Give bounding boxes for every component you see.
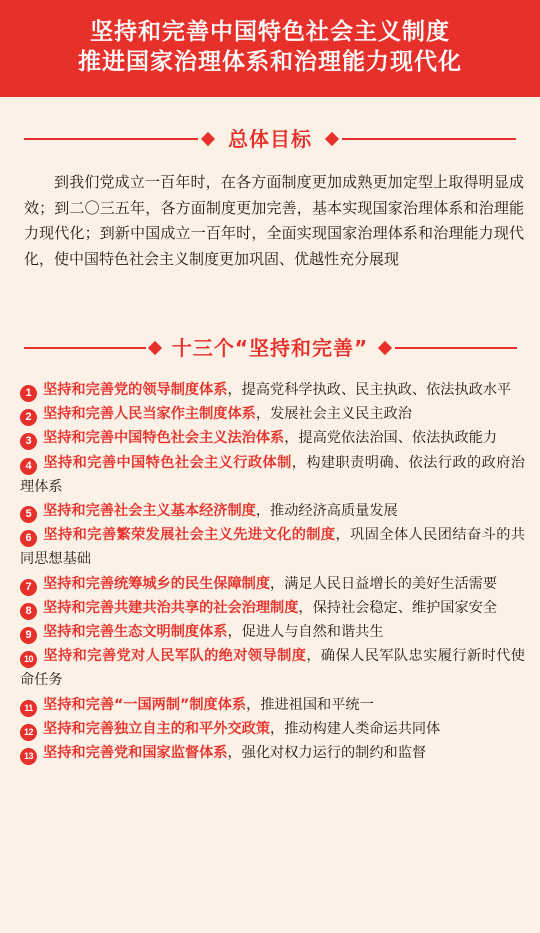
item-description: ，提高党依法治国、依法执政能力	[284, 430, 498, 447]
list-item	[20, 378, 525, 402]
list-item	[20, 572, 525, 596]
number-badge-icon: 4	[20, 458, 37, 475]
number-badge-icon: 5	[20, 506, 37, 523]
banner-title-line-2: 推进国家治理体系和治理能力现代化	[78, 49, 462, 75]
list-item	[20, 596, 525, 620]
number-badge-icon: 12	[20, 724, 37, 741]
number-badge-icon: 11	[20, 700, 37, 717]
list-item	[20, 644, 525, 692]
item-title: 坚持和完善共建共治共享的社会治理制度	[43, 599, 299, 616]
item-title: 坚持和完善繁荣发展社会主义先进文化的制度	[43, 527, 336, 544]
item-title: 坚持和完善“一国两制”制度体系	[43, 696, 247, 713]
item-description: ，发展社会主义民主政治	[255, 406, 412, 423]
item-description: ，提高党科学执政、民主执政、依法执政水平	[227, 382, 512, 398]
list-item	[20, 499, 525, 523]
goal-heading: 总体目标	[228, 127, 312, 151]
list-item	[20, 620, 525, 644]
list-item	[20, 426, 525, 450]
list-section-header	[0, 334, 540, 362]
item-description: ，推动经济高质量发展	[255, 503, 398, 520]
item-title: 坚持和完善党和国家监督体系	[43, 745, 228, 762]
item-title: 坚持和完善中国特色社会主义行政体制	[43, 454, 292, 471]
list-item	[20, 402, 525, 426]
item-description: ，满足人民日益增长的美好生活需要	[270, 575, 498, 592]
number-badge-icon: 3	[20, 433, 37, 450]
item-title: 坚持和完善生态文明制度体系	[43, 624, 228, 641]
list-item	[20, 693, 525, 717]
title-banner	[0, 0, 540, 97]
number-badge-icon: 13	[20, 748, 37, 765]
item-title: 坚持和完善人民当家作主制度体系	[43, 406, 256, 423]
measures-list	[20, 378, 525, 765]
item-description: ，巩固全体人民团结奋斗的共同思想基础	[20, 527, 525, 568]
item-title: 坚持和完善统筹城乡的民生保障制度	[43, 575, 271, 592]
item-description: ，确保人民军队忠实履行新时代使命任务	[20, 648, 525, 689]
goal-section-header	[0, 125, 540, 153]
number-badge-icon: 2	[20, 409, 37, 426]
item-description: ，推进祖国和平统一	[246, 696, 374, 713]
item-title: 坚持和完善社会主义基本经济制度	[43, 503, 256, 520]
banner-title-line-1: 坚持和完善中国特色社会主义制度	[90, 19, 450, 45]
item-description: ，保持社会稳定、维护国家安全	[298, 599, 498, 616]
item-title: 坚持和完善党的领导制度体系	[43, 382, 228, 398]
list-item	[20, 523, 525, 571]
list-item	[20, 741, 525, 765]
number-badge-icon: 1	[20, 385, 37, 402]
list-item	[20, 451, 525, 499]
item-description: ，推动构建人类命运共同体	[270, 720, 441, 737]
list-item	[20, 717, 525, 741]
goal-paragraph: 到我们党成立一百年时，在各方面制度更加成熟更加定型上取得明显成效；到二〇三五年，各方面制度更加完善，基本实现国家治理体系和治理能力现代化；到新中国成立一百年时，全面实现国家治理体系和治理能力现代化，使中国特色社会主义制度更加巩固、优越性充分展现	[24, 173, 524, 268]
item-description: ，强化对权力运行的制约和监督	[227, 745, 427, 762]
number-badge-icon: 8	[20, 603, 37, 620]
item-title: 坚持和完善中国特色社会主义法治体系	[43, 430, 285, 447]
list-heading: 十三个“坚持和完善”	[171, 336, 369, 360]
number-badge-icon: 6	[20, 530, 37, 547]
number-badge-icon: 9	[20, 627, 37, 644]
item-description: ，构建职责明确、依法行政的政府治理体系	[20, 454, 525, 495]
item-title: 坚持和完善党对人民军队的绝对领导制度	[43, 648, 307, 665]
number-badge-icon: 10	[20, 651, 37, 668]
item-title: 坚持和完善独立自主的和平外交政策	[43, 720, 271, 737]
item-description: ，促进人与自然和谐共生	[227, 624, 384, 641]
number-badge-icon: 7	[20, 579, 37, 596]
